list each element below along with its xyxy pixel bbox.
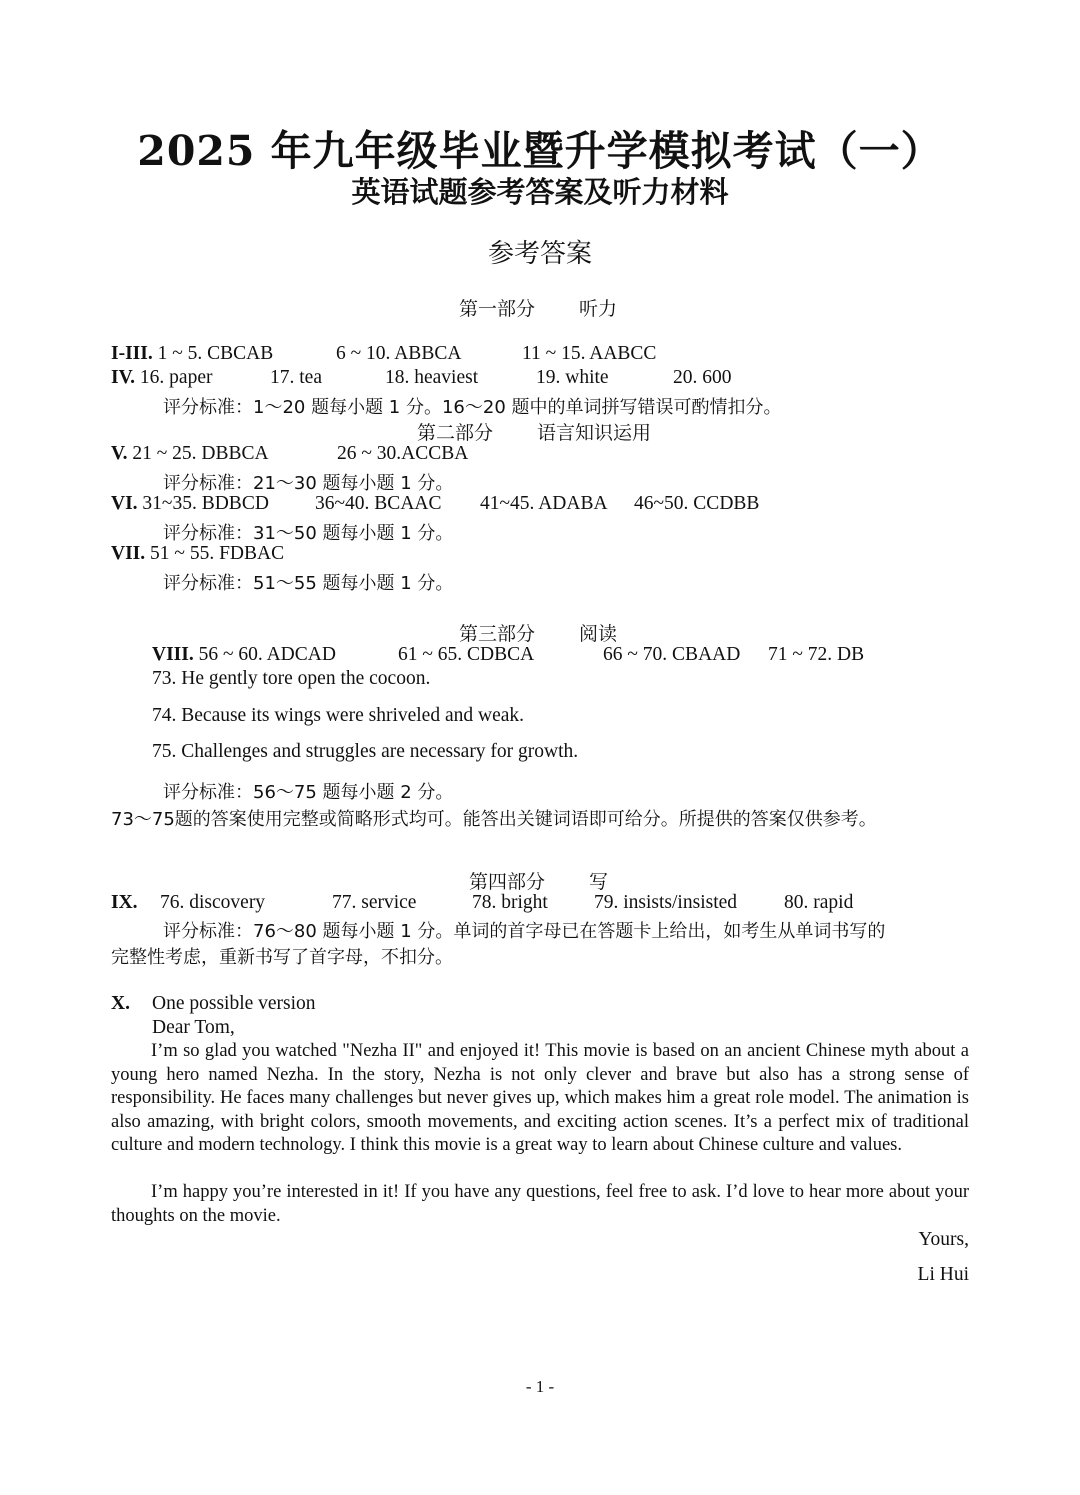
answer-group: 11 ~ 15. AABCC [522, 343, 657, 364]
letter-closing: Yours, [918, 1229, 969, 1250]
answer-group: 26 ~ 30.ACCBA [337, 443, 469, 464]
answer-row-v [111, 443, 269, 465]
part2-heading-name: 语言知识运用 [537, 422, 652, 444]
answer-group: 78. bright [472, 892, 548, 913]
answer-q73: 73. He gently tore open the cocoon. [152, 668, 431, 689]
answer-group: 71 ~ 72. DB [768, 644, 865, 665]
answer-group: 36~40. BCAAC [315, 493, 442, 514]
letter-greeting: Dear Tom, [152, 1017, 235, 1038]
answer-group: 31~35. BDBCD [142, 493, 269, 514]
answer-group: 51 ~ 55. FDBAC [150, 543, 285, 564]
row-label: VIII. [152, 644, 194, 665]
part1-heading [459, 294, 617, 321]
answer-group: 18. heaviest [385, 367, 479, 388]
letter-paragraph-2: I’m happy you’re interested in it! If you have any questions, feel free to ask. I’d love to hear more about your thoughts on the movie. [111, 1182, 969, 1226]
answer-group: 19. white [536, 367, 609, 388]
part4-heading [469, 867, 608, 894]
answer-group: 80. rapid [784, 892, 854, 913]
answer-group: 41~45. ADABA [480, 493, 608, 514]
answer-group: 21 ~ 25. DBBCA [132, 443, 269, 464]
document-title: 2025 年九年级毕业暨升学模拟考试（一） [137, 127, 943, 175]
letter-paragraph-1: I’m so glad you watched "Nezha II" and enjoyed it! This movie is based on an ancient Chinese myth about a young hero named Nezha. In the story, Nezha is not only clever and brave but also has a strong sense of responsibility. He faces many challenges but never gives up, which makes him a great role model. The animation is also amazing, with bright colors, smooth movements, and exciting action scenes. It’s a perfect mix of traditional culture and modern technology. I think this movie is a great way to learn about Chinese culture and values. [111, 1041, 969, 1156]
page-number: - 1 - [525, 1377, 555, 1396]
answer-group: 56 ~ 60. ADCAD [198, 644, 336, 665]
answer-row-viii [152, 644, 336, 666]
answer-group: 20. 600 [673, 367, 732, 388]
answer-group: 77. service [332, 892, 417, 913]
part3-heading [459, 619, 617, 646]
answer-group: 79. insists/insisted [594, 892, 738, 913]
scoring-criteria: 评分标准：31～50 题每小题 1 分。 [163, 523, 454, 544]
answer-group: 1 ~ 5. CBCAB [157, 343, 274, 364]
part4-heading-name: 写 [589, 871, 609, 893]
part1-heading-name: 听力 [579, 298, 618, 320]
part1-heading-part: 第一部分 [459, 298, 536, 320]
letter-signature: Li Hui [917, 1264, 969, 1285]
scoring-criteria: 评分标准：21～30 题每小题 1 分。 [163, 473, 454, 494]
answer-row-vi [111, 493, 269, 515]
row-label: IV. [111, 367, 136, 388]
section-x-label: X. [111, 993, 130, 1014]
answer-q75: 75. Challenges and struggles are necessary for growth. [152, 741, 579, 762]
answer-row-vii [111, 543, 284, 565]
row-label: VI. [111, 493, 138, 514]
scoring-criteria-continued: 完整性考虑，重新书写了首字母，不扣分。 [111, 947, 453, 968]
document-subtitle: 英语试题参考答案及听力材料 [351, 175, 729, 209]
sample-essay-intro: One possible version [152, 993, 316, 1014]
answer-row-iv [111, 367, 212, 389]
answer-group: 76. discovery [160, 892, 266, 913]
row-label: I-III. [111, 343, 153, 364]
scoring-criteria: 评分标准：56～75 题每小题 2 分。 [163, 782, 454, 803]
scoring-criteria: 评分标准：1～20 题每小题 1 分。16～20 题中的单词拼写错误可酌情扣分。 [163, 397, 782, 418]
answer-group: 61 ~ 65. CDBCA [398, 644, 535, 665]
answer-group: 17. tea [270, 367, 322, 388]
answer-group: 66 ~ 70. CBAAD [603, 644, 741, 665]
part3-heading-part: 第三部分 [459, 623, 536, 645]
scoring-criteria: 评分标准：76～80 题每小题 1 分。单词的首字母已在答题卡上给出，如考生从单词书写的 [163, 921, 886, 942]
scoring-criteria: 评分标准：51～55 题每小题 1 分。 [163, 573, 454, 594]
answer-row-i-iii [111, 343, 273, 365]
part4-heading-part: 第四部分 [469, 871, 546, 893]
part2-heading [417, 418, 651, 445]
part3-heading-name: 阅读 [579, 623, 618, 645]
row-label: VII. [111, 543, 146, 564]
row-label: V. [111, 443, 128, 464]
part2-heading-part: 第二部分 [417, 422, 494, 444]
answer-q74: 74. Because its wings were shriveled and weak. [152, 705, 525, 726]
answer-group: 6 ~ 10. ABBCA [336, 343, 462, 364]
answer-group: 16. paper [139, 367, 213, 388]
row-label: IX. [111, 892, 138, 913]
answer-row-ix [111, 892, 138, 914]
answers-heading: 参考答案 [487, 239, 592, 269]
scoring-note: 73～75题的答案使用完整或简略形式均可。能答出关键词语即可给分。所提供的答案仅供参考。 [111, 809, 877, 830]
answer-group: 46~50. CCDBB [634, 493, 760, 514]
